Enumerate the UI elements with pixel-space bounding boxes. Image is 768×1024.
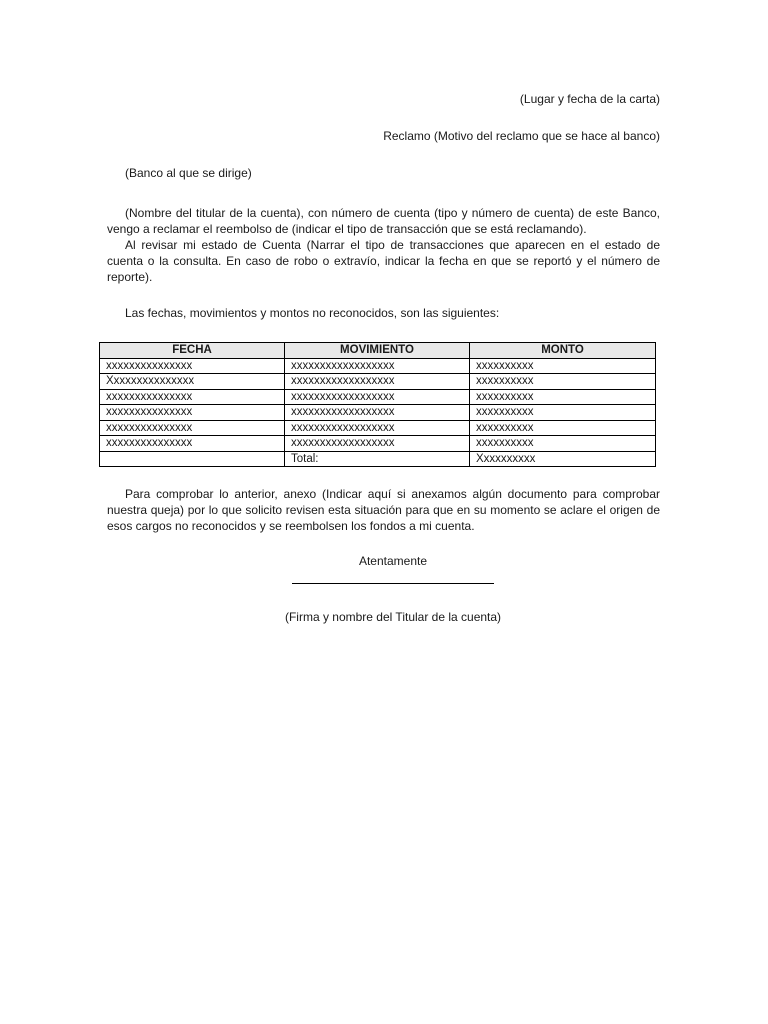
cell-fecha: xxxxxxxxxxxxxxx xyxy=(100,405,285,421)
subject-line: Reclamo (Motivo del reclamo que se hace al banco) xyxy=(383,129,660,143)
table-row xyxy=(100,405,656,421)
cell-monto: xxxxxxxxxx xyxy=(470,358,656,374)
paragraph-account-holder: (Nombre del titular de la cuenta), con número de cuenta (tipo y número de cuenta) de este Banco, vengo a reclamar el reembolso de (indicar el tipo de transacción que se está reclamando). xyxy=(107,206,660,236)
signature-line xyxy=(292,583,494,584)
cell-movimiento: xxxxxxxxxxxxxxxxxx xyxy=(285,389,470,405)
cell-movimiento: xxxxxxxxxxxxxxxxxx xyxy=(285,436,470,452)
cell-fecha: xxxxxxxxxxxxxxx xyxy=(100,420,285,436)
cell-movimiento: xxxxxxxxxxxxxxxxxx xyxy=(285,374,470,390)
cell-fecha: xxxxxxxxxxxxxxx xyxy=(100,436,285,452)
cell-fecha: xxxxxxxxxxxxxxx xyxy=(100,358,285,374)
cell-monto: xxxxxxxxxx xyxy=(470,420,656,436)
cell-monto: xxxxxxxxxx xyxy=(470,405,656,421)
table-row xyxy=(100,389,656,405)
header-monto: MONTO xyxy=(470,343,656,359)
total-label: Total: xyxy=(285,451,470,467)
cell-empty xyxy=(100,451,285,467)
transactions-table xyxy=(99,342,656,467)
signature-caption: (Firma y nombre del Titular de la cuenta) xyxy=(284,610,502,624)
closing-text: Atentamente xyxy=(358,554,428,568)
cell-fecha: xxxxxxxxxxxxxxx xyxy=(100,389,285,405)
table-row xyxy=(100,358,656,374)
cell-movimiento: xxxxxxxxxxxxxxxxxx xyxy=(285,358,470,374)
place-date-line: (Lugar y fecha de la carta) xyxy=(519,92,660,106)
table-row xyxy=(100,420,656,436)
cell-movimiento: xxxxxxxxxxxxxxxxxx xyxy=(285,405,470,421)
header-fecha: FECHA xyxy=(100,343,285,359)
total-value: Xxxxxxxxxx xyxy=(470,451,656,467)
table-row xyxy=(100,436,656,452)
cell-monto: xxxxxxxxxx xyxy=(470,436,656,452)
cell-fecha: Xxxxxxxxxxxxxxx xyxy=(100,374,285,390)
paragraph-attachments: Para comprobar lo anterior, anexo (Indicar aquí si anexamos algún documento para comprobar nuestra queja) por lo que solicito revisen esta situación para que en su momento se aclare el origen de esos cargos no reconocidos y se reembolsen los fondos a mi cuenta. xyxy=(107,487,660,533)
bank-line: (Banco al que se dirige) xyxy=(125,166,252,180)
table-row xyxy=(100,374,656,390)
header-movimiento: MOVIMIENTO xyxy=(285,343,470,359)
paragraph-table-intro: Las fechas, movimientos y montos no reconocidos, son las siguientes: xyxy=(125,306,500,320)
table-total-row xyxy=(100,451,656,467)
paragraph-statement-review: Al revisar mi estado de Cuenta (Narrar el tipo de transacciones que aparecen en el estado de cuenta o la consulta. En caso de robo o extravío, indicar la fecha en que se reportó y el número de reporte). xyxy=(107,238,660,284)
table-header-row xyxy=(100,343,656,359)
cell-monto: xxxxxxxxxx xyxy=(470,374,656,390)
cell-movimiento: xxxxxxxxxxxxxxxxxx xyxy=(285,420,470,436)
cell-monto: xxxxxxxxxx xyxy=(470,389,656,405)
